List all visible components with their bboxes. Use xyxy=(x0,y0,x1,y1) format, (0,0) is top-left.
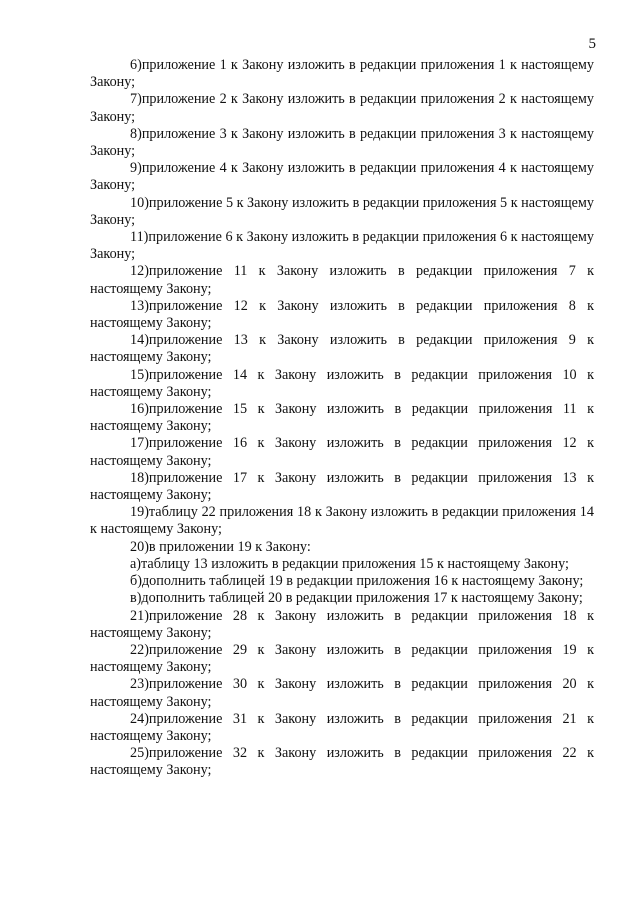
list-item: 21)приложение 28 к Закону изложить в редакции приложения 18 к настоящему Закону; xyxy=(90,607,594,641)
list-item: 25)приложение 32 к Закону изложить в редакции приложения 22 к настоящему Закону; xyxy=(90,745,594,779)
list-item: 6)приложение 1 к Закону изложить в редакции приложения 1 к настоящему Закону; xyxy=(90,57,594,91)
list-item: 12)приложение 11 к Закону изложить в редакции приложения 7 к настоящему Закону; xyxy=(90,263,594,297)
list-item: 9)приложение 4 к Закону изложить в редакции приложения 4 к настоящему Закону; xyxy=(90,160,594,194)
document-body xyxy=(90,57,594,780)
list-item: 23)приложение 30 к Закону изложить в редакции приложения 20 к настоящему Закону; xyxy=(90,676,594,710)
list-item: 19)таблицу 22 приложения 18 к Закону изложить в редакции приложения 14 к настоящему Закону; xyxy=(90,504,594,538)
list-item: 15)приложение 14 к Закону изложить в редакции приложения 10 к настоящему Закону; xyxy=(90,366,594,400)
list-item: 16)приложение 15 к Закону изложить в редакции приложения 11 к настоящему Закону; xyxy=(90,401,594,435)
sub-list-item: б)дополнить таблицей 19 в редакции приложения 16 к настоящему Закону; xyxy=(130,573,584,590)
list-item: 10)приложение 5 к Закону изложить в редакции приложения 5 к настоящему Закону; xyxy=(90,194,594,228)
list-item: 17)приложение 16 к Закону изложить в редакции приложения 12 к настоящему Закону; xyxy=(90,435,594,469)
list-item: 11)приложение 6 к Закону изложить в редакции приложения 6 к настоящему Закону; xyxy=(90,229,594,263)
list-item: 13)приложение 12 к Закону изложить в редакции приложения 8 к настоящему Закону; xyxy=(90,297,594,332)
sub-list-item: а)таблицу 13 изложить в редакции приложения 15 к настоящему Закону; xyxy=(130,555,569,572)
sub-list-item: в)дополнить таблицей 20 в редакции приложения 17 к настоящему Закону; xyxy=(130,590,583,607)
list-item: 22)приложение 29 к Закону изложить в редакции приложения 19 к настоящему Закону; xyxy=(90,641,594,676)
list-item-heading: 20)в приложении 19 к Закону: xyxy=(130,538,311,555)
list-item: 18)приложение 17 к Закону изложить в редакции приложения 13 к настоящему Закону; xyxy=(90,469,594,504)
list-item: 24)приложение 31 к Закону изложить в редакции приложения 21 к настоящему Закону; xyxy=(90,710,594,744)
page-number: 5 xyxy=(588,36,596,52)
list-item: 14)приложение 13 к Закону изложить в редакции приложения 9 к настоящему Закону; xyxy=(90,332,594,366)
list-item: 7)приложение 2 к Закону изложить в редакции приложения 2 к настоящему Закону; xyxy=(90,91,594,125)
list-item: 8)приложение 3 к Закону изложить в редакции приложения 3 к настоящему Закону; xyxy=(90,125,594,160)
